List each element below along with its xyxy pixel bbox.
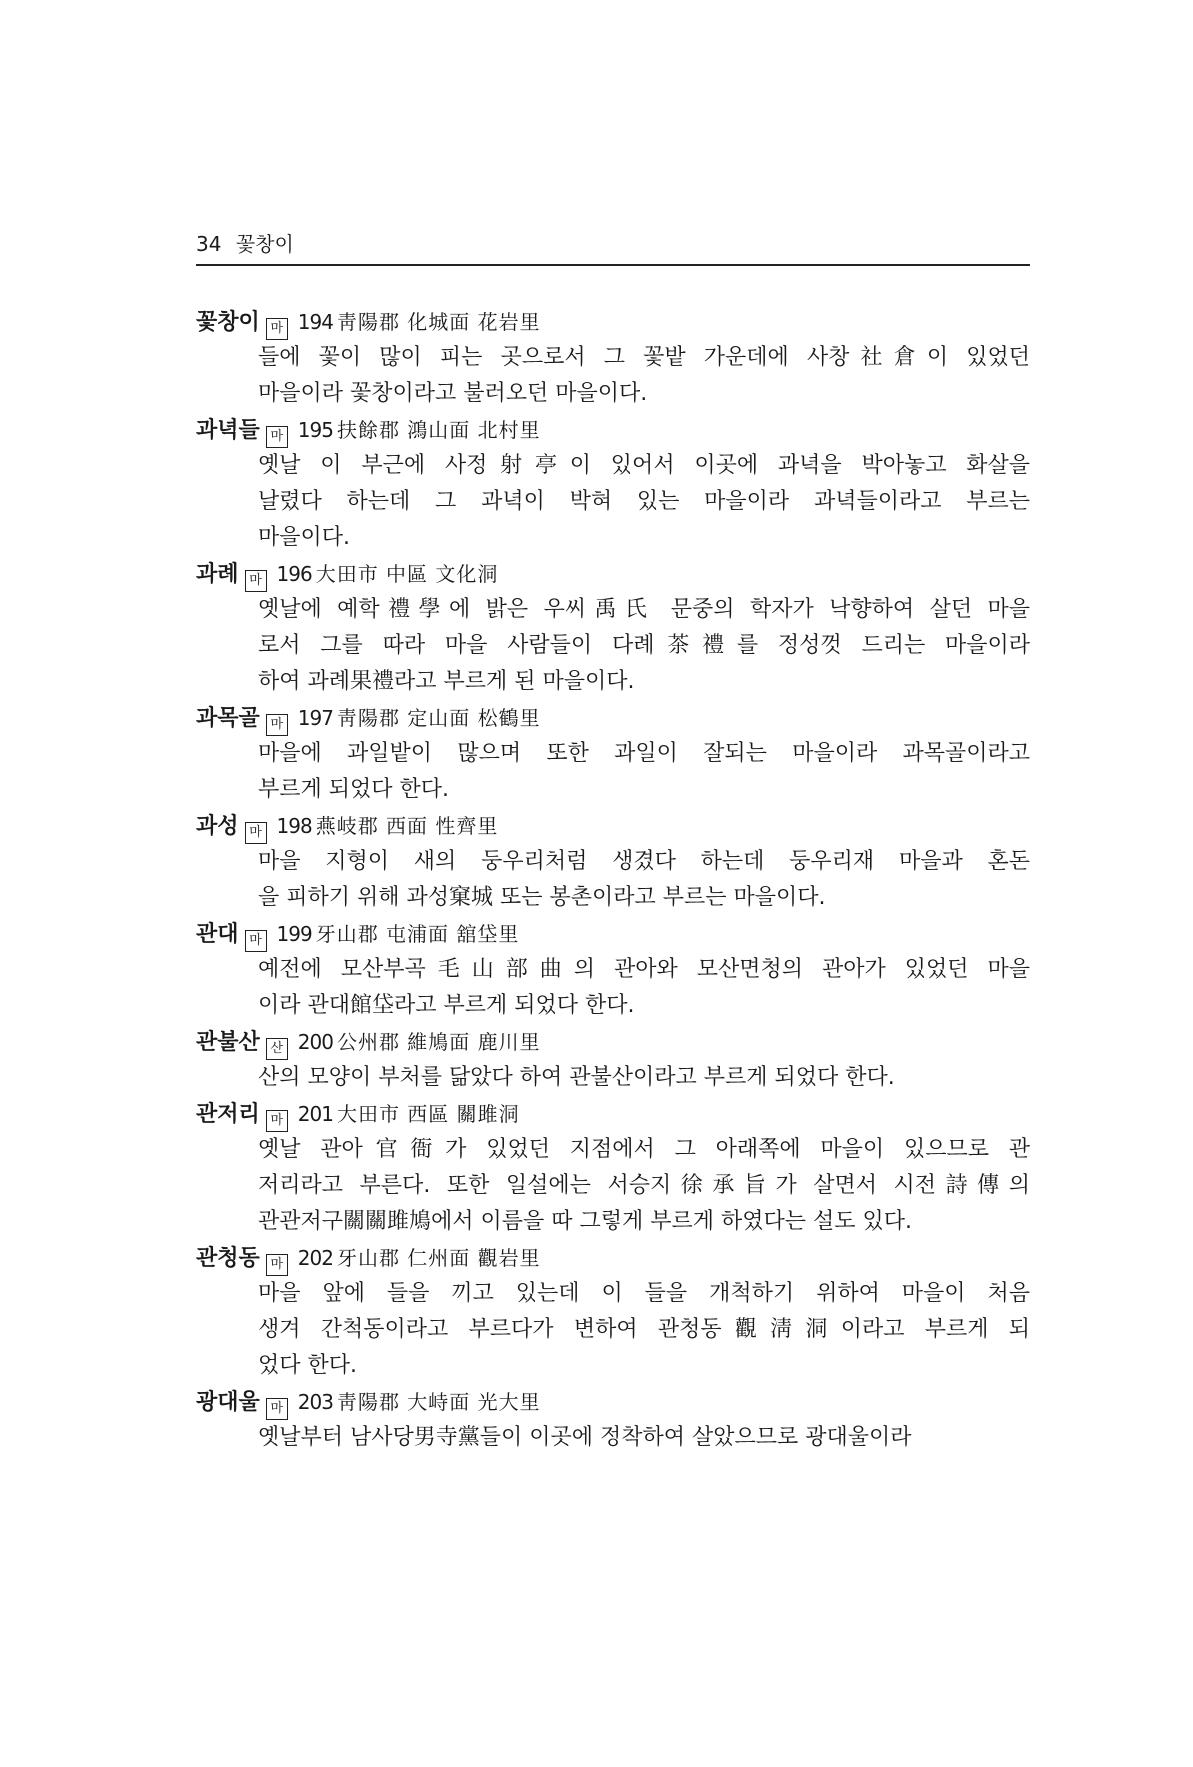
page-number: 34: [196, 232, 222, 256]
entry: [196, 412, 1030, 556]
entry-location: 靑陽郡 定山面 松鶴里: [336, 706, 541, 730]
entry-name: 과성: [196, 814, 239, 839]
description-line: 마을에 과일밭이 많으며 또한 과일이 잘되는 마을이라 과목골이라고: [258, 741, 1030, 766]
entry-number: 198: [276, 814, 312, 838]
entry-location: 大田市 西區 關雎洞: [336, 1102, 520, 1126]
description-line: 이라 관대館垈라고 부르게 되었다 한다.: [258, 993, 635, 1018]
description-line: 부르게 되었다 한다.: [258, 777, 449, 802]
entry-heading: [196, 304, 1030, 340]
entry-heading: [196, 1240, 1030, 1276]
entry-description: [196, 1420, 1030, 1456]
description-line: 날렸다 하는데 그 과녁이 박혀 있는 마을이라 과녁들이라고 부르는: [258, 489, 1030, 514]
entry-heading: [196, 1096, 1030, 1132]
entry-description: [196, 340, 1030, 412]
description-line: 산의 모양이 부처를 닮았다 하여 관불산이라고 부르게 되었다 한다.: [258, 1065, 895, 1090]
entry-heading: [196, 1024, 1030, 1060]
entry-description: [196, 1276, 1030, 1384]
category-mark: 마: [245, 930, 267, 952]
entry-description: [196, 1132, 1030, 1240]
entry-number: 196: [276, 562, 312, 586]
entry-location: 公州郡 維鳩面 鹿川里: [336, 1030, 541, 1054]
description-line: 로서 그를 따라 마을 사람들이 다례茶禮를 정성껏 드리는 마을이라: [258, 633, 1030, 658]
description-line: 관관저구關關雎鳩에서 이름을 따 그렇게 부르게 하였다는 설도 있다.: [258, 1209, 912, 1234]
entry: [196, 1240, 1030, 1384]
entry-heading: [196, 412, 1030, 448]
entry-number: 201: [297, 1102, 333, 1126]
entry-number: 202: [297, 1246, 333, 1270]
entry-number: 195: [297, 418, 333, 442]
description-line: 마을 앞에 들을 끼고 있는데 이 들을 개척하기 위하여 마을이 처음: [258, 1281, 1030, 1306]
description-line: 을 피하기 위해 과성窠城 또는 봉촌이라고 부르는 마을이다.: [258, 885, 826, 910]
description-line: 옛날 이 부근에 사정射亭이 있어서 이곳에 과녁을 박아놓고 화살을: [258, 453, 1030, 478]
entry-heading: [196, 556, 1030, 592]
entry-number: 197: [297, 706, 333, 730]
entry: [196, 808, 1030, 916]
description-line: 예전에 모산부곡毛山部曲의 관아와 모산면청의 관아가 있었던 마을: [258, 957, 1030, 982]
description-line: 마을 지형이 새의 둥우리처럼 생겼다 하는데 둥우리재 마을과 혼돈: [258, 849, 1030, 874]
entry-description: [196, 736, 1030, 808]
running-title: 꽃창이: [235, 232, 294, 256]
description-line: 었다 한다.: [258, 1353, 357, 1378]
entry-heading: [196, 700, 1030, 736]
entry-description: [196, 1060, 1030, 1096]
description-line: 들에 꽃이 많이 피는 곳으로서 그 꽃밭 가운데에 사창社倉이 있었던: [258, 345, 1030, 370]
entry-list: [196, 304, 1030, 1456]
entry-name: 관불산: [196, 1030, 260, 1055]
entry-location: 牙山郡 屯浦面 舘垈里: [315, 922, 520, 946]
category-mark: 마: [245, 822, 267, 844]
entry-description: [196, 952, 1030, 1024]
entry-name: 관저리: [196, 1102, 260, 1127]
entry-number: 203: [297, 1390, 333, 1414]
entry-location: 大田市 中區 文化洞: [315, 562, 499, 586]
entry: [196, 700, 1030, 808]
entry-name: 과례: [196, 562, 239, 587]
description-line: 마을이라 꽃창이라고 불러오던 마을이다.: [258, 381, 648, 406]
entry-heading: [196, 808, 1030, 844]
category-mark: 마: [245, 570, 267, 592]
entry: [196, 1096, 1030, 1240]
entry-heading: [196, 916, 1030, 952]
entry-number: 200: [297, 1030, 333, 1054]
entry-name: 관청동: [196, 1246, 260, 1271]
description-line: 옛날부터 남사당男寺黨들이 이곳에 정착하여 살았으므로 광대울이라: [258, 1425, 912, 1450]
category-mark: 마: [266, 714, 288, 736]
category-mark: 마: [266, 1110, 288, 1132]
description-line: 저리라고 부른다. 또한 일설에는 서승지徐承旨가 살면서 시전詩傳의: [258, 1173, 1030, 1198]
entry-number: 194: [297, 310, 333, 334]
description-line: 하여 과례果禮라고 부르게 된 마을이다.: [258, 669, 635, 694]
entry-name: 과녁들: [196, 418, 260, 443]
entry-location: 牙山郡 仁州面 觀岩里: [336, 1246, 541, 1270]
entry: [196, 556, 1030, 700]
category-mark: 산: [266, 1038, 288, 1060]
entry-location: 扶餘郡 鴻山面 北村里: [336, 418, 541, 442]
entry-location: 靑陽郡 大峙面 光大里: [336, 1390, 541, 1414]
category-mark: 마: [266, 1398, 288, 1420]
page-header: [196, 228, 1030, 266]
entry-name: 과목골: [196, 706, 260, 731]
entry-location: 燕岐郡 西面 性齊里: [315, 814, 499, 838]
entry-name: 광대울: [196, 1390, 260, 1415]
entry-heading: [196, 1384, 1030, 1420]
category-mark: 마: [266, 1254, 288, 1276]
category-mark: 마: [266, 318, 288, 340]
entry-number: 199: [276, 922, 312, 946]
entry-description: [196, 448, 1030, 556]
entry: [196, 1024, 1030, 1096]
entry-description: [196, 592, 1030, 700]
entry: [196, 1384, 1030, 1456]
entry: [196, 304, 1030, 412]
description-line: 마을이다.: [258, 525, 351, 550]
entry-name: 꽃창이: [196, 310, 260, 335]
description-line: 옛날에 예학禮學에 밝은 우씨禹氏 문중의 학자가 낙향하여 살던 마을: [258, 597, 1030, 622]
entry-location: 靑陽郡 化城面 花岩里: [336, 310, 541, 334]
description-line: 옛날 관아官衙가 있었던 지점에서 그 아래쪽에 마을이 있으므로 관: [258, 1137, 1030, 1162]
entry: [196, 916, 1030, 1024]
entry-description: [196, 844, 1030, 916]
description-line: 생겨 간척동이라고 부르다가 변하여 관청동觀淸洞이라고 부르게 되: [258, 1317, 1030, 1342]
category-mark: 마: [266, 426, 288, 448]
entry-name: 관대: [196, 922, 239, 947]
